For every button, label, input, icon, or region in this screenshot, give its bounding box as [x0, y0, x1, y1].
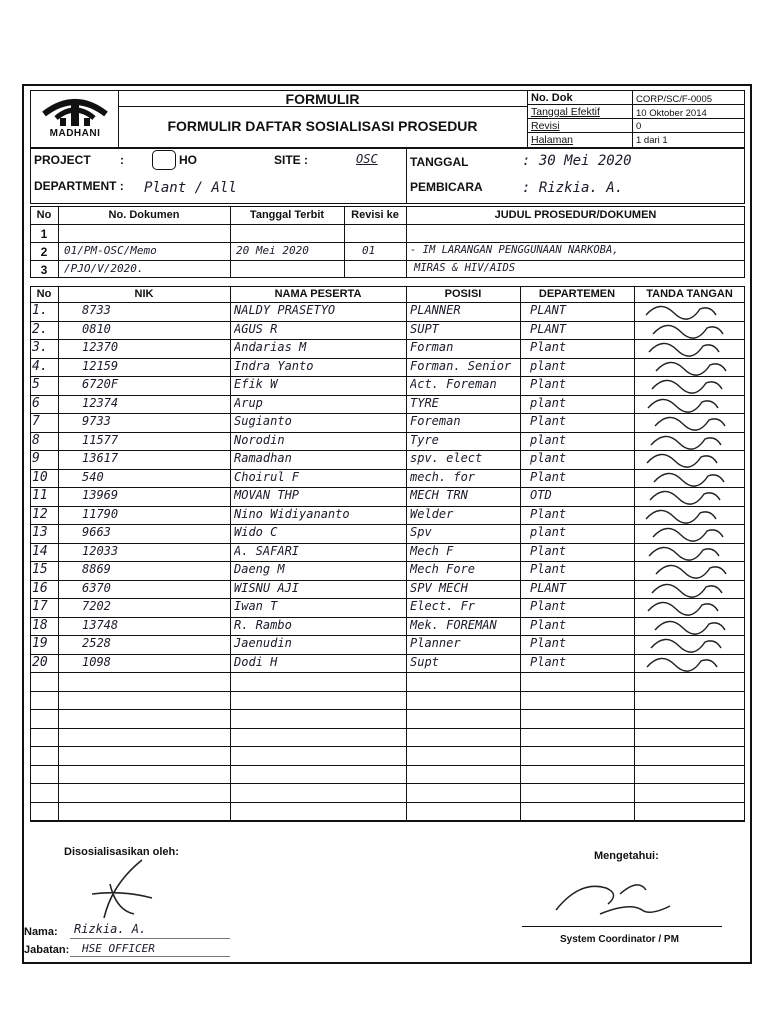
signature-scribble — [640, 412, 740, 432]
project-colon: : — [120, 153, 124, 167]
madhani-emblem-icon — [36, 92, 114, 128]
cell-posisi: SUPT — [410, 321, 439, 336]
cell-nama: Daeng M — [234, 562, 285, 576]
form-title: FORMULIR DAFTAR SOSIALISASI PROSEDUR — [167, 118, 478, 134]
cell-posisi: MECH TRN — [410, 488, 468, 502]
madhani-logo — [36, 92, 114, 144]
row-divider — [30, 765, 745, 766]
cell-departemen: plant — [530, 395, 567, 410]
cell-nama: R. Rambo — [234, 617, 292, 632]
signature-scribble — [640, 320, 740, 340]
signature-scribble — [640, 523, 740, 543]
cell-nik: 6720F — [82, 377, 119, 391]
tanggal-value: : 30 Mei 2020 — [522, 153, 632, 169]
pembicara-value: : Rizkia. A. — [522, 180, 624, 196]
cell-posisi: Spv — [410, 525, 432, 539]
meta-label-tanggal-efektif: Tanggal Efektif — [531, 106, 600, 118]
coordinator-signature — [550, 874, 690, 924]
cell-posisi: TYRE — [410, 395, 439, 410]
doc-row-3-dokumen: /PJO/V/2020. — [64, 262, 144, 275]
doc-row-3-judul: MIRAS & HIV/AIDS — [414, 262, 516, 274]
cell-departemen: plant — [530, 525, 567, 539]
cell-nama: Wido C — [234, 525, 278, 539]
presenter-signature — [82, 854, 162, 924]
doc-row-2-revisi: 01 — [362, 244, 376, 257]
signature-scribble — [640, 394, 740, 414]
cell-nik: 12033 — [82, 543, 119, 558]
meta-value-halaman: 1 dari 1 — [636, 135, 668, 146]
cell-no: 16 — [32, 580, 48, 596]
signature-scribble — [640, 301, 740, 321]
cell-nik: 8869 — [82, 562, 111, 576]
tanggal-label: TANGGAL — [410, 155, 469, 169]
doc-col-no: No — [36, 209, 52, 221]
cell-no: 5 — [32, 377, 40, 392]
cell-nik: 12370 — [82, 340, 119, 354]
cell-nama: WISNU AJI — [234, 580, 300, 595]
cell-no: 15 — [32, 562, 48, 577]
signature-scribble — [640, 579, 740, 599]
coordinator-label: System Coordinator / PM — [560, 934, 679, 945]
cell-departemen: PLANT — [530, 580, 567, 595]
disosialisasikan-label: Disosialisasikan oleh: — [64, 846, 179, 858]
signature-scribble — [640, 616, 740, 636]
col-posisi: POSISI — [444, 288, 482, 300]
cell-departemen: Plant — [530, 469, 567, 484]
cell-departemen: OTD — [530, 488, 552, 502]
doc-row-2-tanggal: 20 Mei 2020 — [236, 244, 309, 257]
doc-col-dokumen: No. Dokumen — [108, 209, 180, 221]
cell-departemen: Plant — [530, 340, 567, 354]
meta-label-halaman: Halaman — [531, 134, 574, 146]
signature-scribble — [640, 375, 740, 395]
cell-nama: AGUS R — [234, 321, 278, 336]
cell-no: 13 — [32, 525, 48, 540]
cell-departemen: plant — [530, 451, 567, 465]
cell-no: 3. — [32, 340, 48, 355]
cell-posisi: Forman — [410, 340, 454, 354]
signature-scribble — [640, 560, 740, 580]
formulir-heading: FORMULIR — [285, 91, 360, 107]
row-divider — [30, 728, 745, 729]
cell-posisi: Planner — [410, 636, 461, 650]
signature-scribble — [640, 468, 740, 488]
doc-row-3-no: 3 — [40, 263, 48, 277]
cell-no: 10 — [32, 469, 48, 485]
cell-posisi: Mek. FOREMAN — [410, 617, 497, 632]
cell-posisi: Act. Foreman — [410, 377, 497, 391]
doc-row-2-judul: - IM LARANGAN PENGGUNAAN NARKOBA, — [410, 244, 619, 256]
cell-nama: Efik W — [234, 377, 278, 391]
cell-no: 20 — [32, 654, 48, 670]
logo-text: MADHANI — [49, 128, 101, 139]
cell-nama: MOVAN THP — [234, 488, 300, 502]
cell-nama: Dodi H — [234, 654, 278, 669]
signature-scribble — [640, 542, 740, 562]
cell-nik: 9733 — [82, 414, 111, 428]
cell-no: 6 — [32, 395, 40, 411]
signature-scribble — [640, 449, 740, 469]
cell-departemen: Plant — [530, 506, 567, 521]
cell-posisi: Mech F — [410, 543, 454, 558]
cell-nik: 13748 — [82, 617, 119, 632]
doc-col-revisi: Revisi ke — [351, 209, 399, 221]
nama-label: Nama: — [24, 926, 58, 938]
row-divider — [30, 709, 745, 710]
row-divider — [30, 802, 745, 803]
signature-scribble — [640, 505, 740, 525]
nama-value: Rizkia. A. — [74, 922, 147, 936]
doc-col-tanggal: Tanggal Terbit — [249, 209, 325, 221]
cell-nama: Nino Widiyananto — [234, 506, 350, 521]
cell-nik: 540 — [82, 469, 104, 484]
row-divider — [30, 746, 745, 747]
cell-nik: 0810 — [82, 321, 111, 336]
site-label: SITE : — [274, 153, 309, 167]
cell-nik: 12374 — [82, 395, 119, 410]
col-tanda-tangan: TANDA TANGAN — [646, 288, 733, 300]
cell-nik: 11577 — [82, 432, 119, 447]
cell-nik: 6370 — [82, 580, 111, 595]
cell-nik: 13617 — [82, 451, 119, 465]
cell-no: 7 — [32, 414, 40, 429]
cell-no: 19 — [32, 636, 48, 651]
doc-row-2-dokumen: 01/PM-OSC/Memo — [64, 244, 157, 257]
row-divider — [30, 783, 745, 784]
col-nik: NIK — [134, 288, 154, 300]
form-sheet — [22, 84, 752, 964]
cell-nik: 1098 — [82, 654, 111, 669]
cell-nama: Choirul F — [234, 469, 300, 484]
cell-nik: 8733 — [82, 303, 111, 317]
cell-nama: Indra Yanto — [234, 358, 314, 373]
cell-no: 17 — [32, 599, 48, 614]
cell-nama: Sugianto — [234, 414, 292, 428]
cell-nama: Norodin — [234, 432, 285, 447]
cell-posisi: Supt — [410, 654, 439, 669]
cell-nama: NALDY PRASETYO — [234, 303, 336, 317]
signature-scribble — [640, 597, 740, 617]
signature-scribble — [640, 634, 740, 654]
meta-value-tanggal-efektif: 10 Oktober 2014 — [636, 108, 707, 119]
cell-nik: 7202 — [82, 599, 111, 613]
jabatan-label: Jabatan: — [24, 944, 70, 956]
department-value: Plant / All — [144, 180, 237, 196]
cell-no: 4. — [32, 358, 48, 374]
cell-departemen: Plant — [530, 599, 567, 613]
signature-scribble — [640, 486, 740, 506]
row-divider — [30, 672, 745, 673]
cell-nama: Iwan T — [234, 599, 278, 613]
col-no: No — [36, 288, 52, 300]
cell-posisi: SPV MECH — [410, 580, 468, 595]
cell-no: 2. — [32, 321, 48, 337]
cell-no: 9 — [32, 451, 40, 466]
cell-nama: Jaenudin — [234, 636, 292, 650]
cell-posisi: Forman. Senior — [410, 358, 512, 373]
cell-nama: Andarias M — [234, 340, 307, 354]
cell-departemen: Plant — [530, 377, 567, 391]
project-label: PROJECT — [34, 153, 91, 167]
meta-value-no-dok: CORP/SC/F-0005 — [636, 94, 713, 105]
ho-checkbox[interactable] — [152, 150, 176, 170]
cell-nik: 9663 — [82, 525, 111, 539]
signature-scribble — [640, 653, 740, 673]
department-label: DEPARTMENT : — [34, 179, 124, 193]
cell-posisi: mech. for — [410, 469, 476, 484]
cell-no: 1. — [32, 303, 48, 318]
row-divider — [30, 820, 745, 821]
cell-no: 18 — [32, 617, 48, 633]
site-value: OSC — [356, 152, 378, 166]
cell-posisi: PLANNER — [410, 303, 461, 317]
cell-departemen: Plant — [530, 414, 567, 428]
cell-departemen: plant — [530, 432, 567, 447]
meta-label-revisi: Revisi — [531, 120, 560, 132]
info-box — [30, 148, 745, 204]
row-divider — [30, 691, 745, 692]
meta-value-revisi: 0 — [636, 121, 642, 132]
cell-nama: Ramadhan — [234, 451, 292, 465]
signature-scribble — [640, 431, 740, 451]
mengetahui-label: Mengetahui: — [594, 850, 659, 862]
cell-departemen: PLANT — [530, 321, 567, 336]
cell-departemen: Plant — [530, 562, 567, 576]
cell-no: 11 — [32, 488, 48, 503]
jabatan-value: HSE OFFICER — [82, 942, 155, 955]
signature-scribble — [640, 357, 740, 377]
cell-no: 14 — [32, 543, 48, 559]
cell-posisi: Foreman — [410, 414, 461, 428]
cell-no: 12 — [32, 506, 48, 522]
meta-label-no-dok: No. Dok — [531, 92, 573, 104]
doc-row-2-no: 2 — [40, 245, 48, 259]
cell-departemen: PLANT — [530, 303, 567, 317]
cell-posisi: Tyre — [410, 432, 439, 447]
cell-posisi: Mech Fore — [410, 562, 476, 576]
cell-departemen: Plant — [530, 636, 567, 650]
signature-scribble — [640, 338, 740, 358]
cell-posisi: Elect. Fr — [410, 599, 476, 613]
cell-departemen: Plant — [530, 543, 567, 558]
cell-nik: 11790 — [82, 506, 119, 521]
cell-nik: 2528 — [82, 636, 111, 650]
cell-departemen: Plant — [530, 654, 567, 669]
ho-label: HO — [179, 153, 197, 167]
col-nama-peserta: NAMA PESERTA — [274, 288, 362, 300]
doc-col-judul: JUDUL PROSEDUR/DOKUMEN — [494, 209, 657, 221]
cell-nik: 13969 — [82, 488, 119, 502]
cell-nama: A. SAFARI — [234, 543, 300, 558]
doc-row-1-no: 1 — [40, 227, 48, 241]
col-departemen: DEPARTEMEN — [538, 288, 616, 300]
cell-departemen: Plant — [530, 617, 567, 632]
cell-no: 8 — [32, 432, 40, 448]
cell-nama: Arup — [234, 395, 263, 410]
pembicara-label: PEMBICARA — [410, 180, 483, 194]
cell-posisi: spv. elect — [410, 451, 483, 465]
cell-posisi: Welder — [410, 506, 454, 521]
cell-departemen: plant — [530, 358, 567, 373]
cell-nik: 12159 — [82, 358, 119, 373]
